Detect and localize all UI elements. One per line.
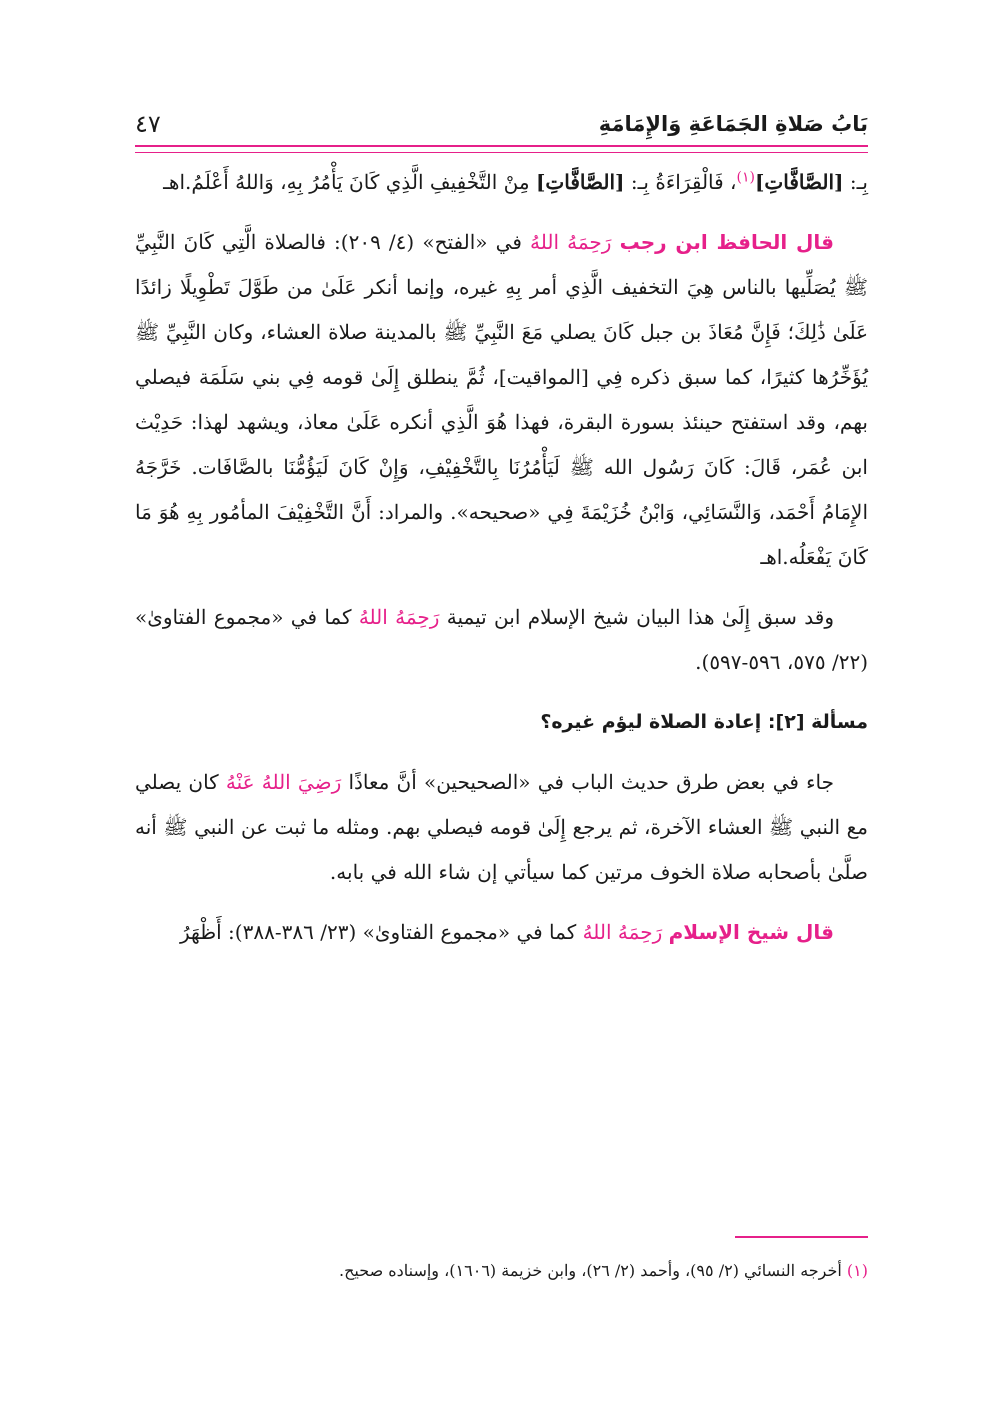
text-run: كما في «مجموع الفتاوىٰ» (٢٢/ ٥٧٥، ٥٩٦-٥٩٧). [135,605,868,674]
question-title: إعادة الصلاة ليؤم غيره؟ [540,711,762,733]
header-rule-thin [135,152,868,153]
quote-author: قال شيخ الإسلام [668,920,834,944]
surah-name: [الصَّافَّاتِ] [754,170,844,194]
text-run: جاء في بعض طرق حديث الباب في «الصحيحين» أنَّ معاذًا [348,770,835,794]
surah-name: [الصَّافَّاتِ] [535,170,625,194]
text-run: كان يصلي مع النبي ﷺ العشاء الآخرة، ثم يرجع إِلَىٰ قومه فيصلي بهم. ومثله ما ثبت عن النبي ﷺ أنه صلَّىٰ بأصحابه صلاة الخوف مرتين كما سيأتي إن شاء الله في بابه. [135,770,868,884]
chapter-title: بَابُ صَلاةِ الجَمَاعَةِ وَالإِمَامَةِ [598,112,868,136]
honorific: رَحِمَهُ اللهُ [582,920,663,944]
footnote [135,1258,868,1284]
footnote-text: أخرجه النسائي (٢/ ٩٥)، وأحمد (٢/ ٢٦)، وابن خزيمة (١٦٠٦)، وإسناده صحيح. [339,1261,847,1280]
paragraph-3 [135,595,868,685]
question-label: مسألة [٢]: [767,711,868,733]
text-run: مِنْ التَّخْفِيفِ الَّذِي كَانَ يَأْمُرُ بِهِ، وَاللهُ أَعْلَمُ.اهـ [163,170,536,194]
text-run: كما في «مجموع الفتاوىٰ» (٢٣/ ٣٨٦-٣٨٨): أَظْهَرُ [179,920,583,944]
footnote-ref[interactable]: (١) [736,169,755,186]
paragraph-1 [135,160,868,205]
quote-author: قال الحافظ ابن رجب [619,230,834,254]
footnote-rule [735,1236,868,1238]
footnote-number: (١) [846,1261,868,1280]
page-number: ٤٧ [135,110,161,138]
honorific: رَضِيَ اللهُ عَنْهُ [225,770,342,794]
honorific: رَحِمَهُ اللهُ [358,605,440,629]
header-rule [135,145,868,147]
text-run: في «الفتح» (٤/ ٢٠٩): فالصلاة الَّتِي كَانَ النَّبِيِّ ﷺ يُصَلِّيها بالناس هِيَ التخفيف الَّذِي أمر بِهِ غيره، وإنما أنكر عَلَىٰ من طَوَّلَ تَطْوِيلًا زائدًا عَلَىٰ ذَٰلِكَ؛ فَإِنَّ مُعَاذَ بن جبل كَانَ يصلي مَعَ النَّبِيِّ ﷺ بالمدينة صلاة العشاء، وكان النَّبِيِّ ﷺ يُؤَخِّرُها كثيرًا، كما سبق ذكره فِي [المواقيت]، ثُمَّ ينطلق إِلَىٰ قومه فِي بني سَلَمَة فيصلي بهم، وقد استفتح حينئذ بسورة البقرة، فهذا هُوَ الَّذِي أنكره عَلَىٰ معاذ، ويشهد لهذا: حَدِيْث ابن عُمَر، قَالَ: كَانَ رَسُول الله ﷺ لَيَأْمُرُنَا بِالتَّخْفِيْفِ، وَإِنْ كَانَ لَيَؤُمُّنَا بالصَّافَات. خَرَّجَهُ الإِمَامُ أَحْمَد، وَالنَّسَائِي، وَابْنُ خُزَيْمَةَ فِي «صحيحه». والمراد: أَنَّ التَّخْفِيْفَ المأمُور بِهِ هُوَ مَا كَانَ يَفْعَلُه.اهـ [135,230,868,569]
page-header [135,108,868,148]
text-run: بِـ: [843,170,868,194]
paragraph-5 [135,910,868,955]
paragraph-4 [135,760,868,895]
section-heading [135,700,868,745]
text-run: وقد سبق إِلَىٰ هذا البيان شيخ الإسلام ابن تيمية [446,605,834,629]
paragraph-2 [135,220,868,580]
honorific: رَحِمَهُ اللهُ [530,230,612,254]
page-body [135,160,868,955]
text-run: ، فَالْقِرَاءَةُ بِـ: [624,170,737,194]
